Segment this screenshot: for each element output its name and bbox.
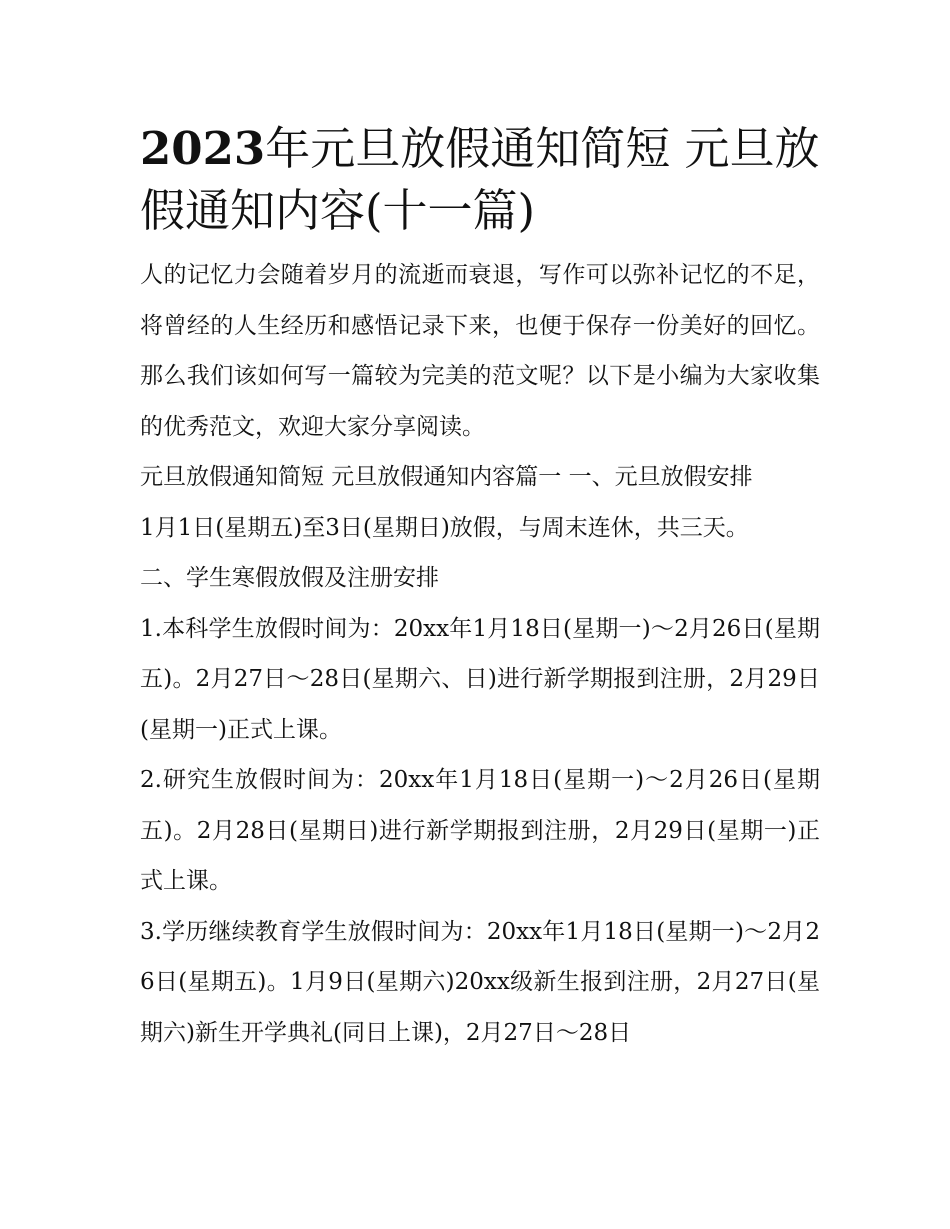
document-title xyxy=(140,118,820,242)
paragraph-continuing-education: 3.学历继续教育学生放假时间为：20xx年1月18日(星期一)～2月26日(星期五)。1月9日(星期六)20xx级新生报到注册，2月27日(星期六)新生开学典礼(同日上课)，2月27日～28日 xyxy=(140,918,820,1046)
title-text: 年元旦放假通知简短 元旦放假通知内容(十一篇) xyxy=(140,122,820,237)
document-content xyxy=(140,118,820,1058)
paragraph-undergraduate: 1.本科学生放假时间为：20xx年1月18日(星期一)～2月26日(星期五)。2月27日～28日(星期六、日)进行新学期报到注册，2月29日(星期一)正式上课。 xyxy=(140,615,820,743)
document-body xyxy=(140,250,820,1058)
paragraph-graduate: 2.研究生放假时间为：20xx年1月18日(星期一)～2月26日(星期五)。2月28日(星期日)进行新学期报到注册，2月29日(星期一)正式上课。 xyxy=(140,767,820,894)
paragraph-section-heading: 元旦放假通知简短 元旦放假通知内容篇一 一、元旦放假安排 xyxy=(140,464,753,490)
paragraph-intro: 人的记忆力会随着岁月的流逝而衰退，写作可以弥补记忆的不足，将曾经的人生经历和感悟记录下来，也便于保存一份美好的回忆。那么我们该如何写一篇较为完美的范文呢？以下是小编为大家收集的优秀范文，欢迎大家分享阅读。 xyxy=(140,262,820,440)
title-year: 2023 xyxy=(140,122,266,175)
paragraph-new-year-schedule: 1月1日(星期五)至3日(星期日)放假，与周末连休，共三天。 xyxy=(140,514,749,541)
paragraph-winter-break-heading: 二、学生寒假放假及注册安排 xyxy=(140,565,439,591)
